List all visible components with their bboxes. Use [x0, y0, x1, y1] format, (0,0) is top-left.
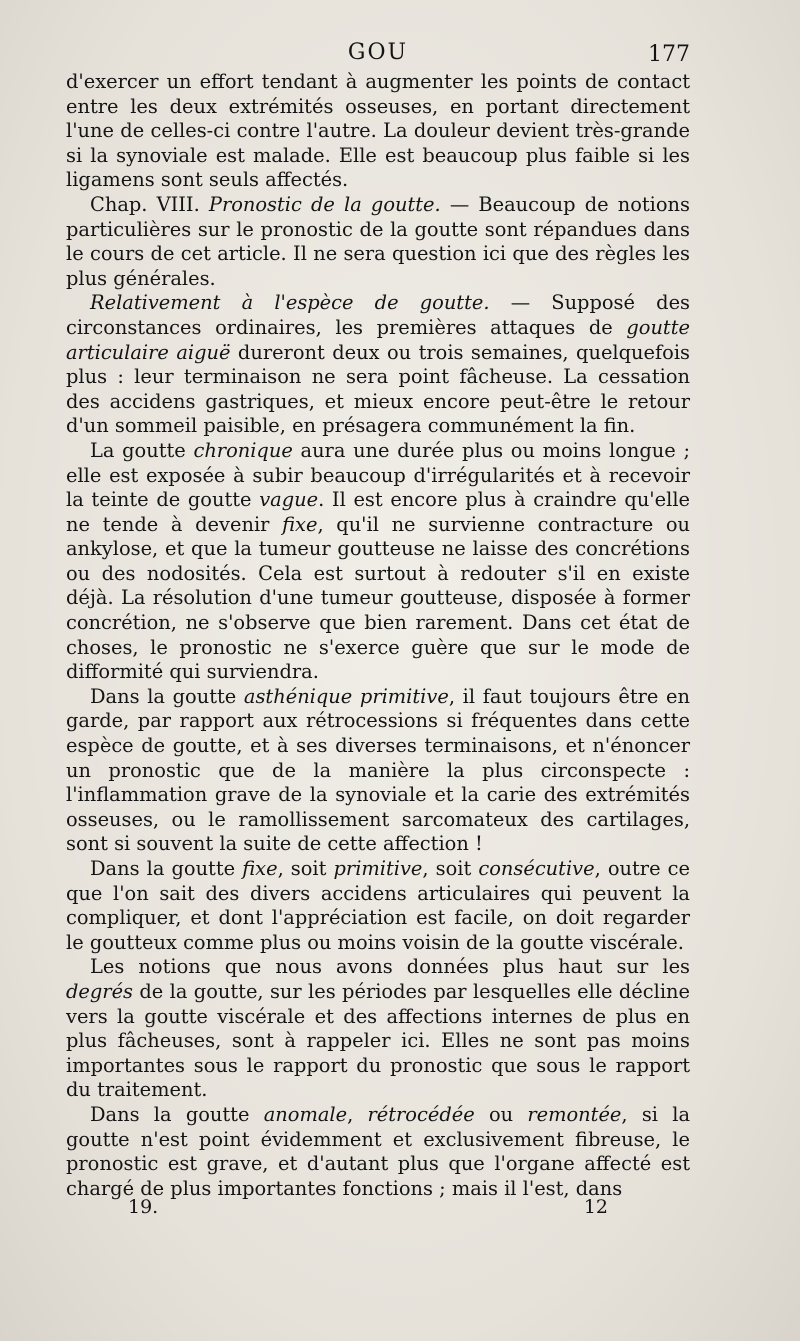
text-run: Dans la goutte: [90, 1102, 264, 1126]
italic-text-run: chronique: [193, 438, 293, 462]
italic-text-run: goutte articulaire aiguë: [66, 315, 690, 364]
text-run: ,: [347, 1102, 368, 1126]
text-run: — Supposé des circonstances ordinaires, les premières attaques de: [66, 291, 690, 339]
italic-text-run: vague: [259, 488, 319, 512]
text-run: Chap. VIII.: [90, 192, 209, 216]
text-run: Dans la goutte: [90, 684, 244, 708]
paragraph: [66, 291, 690, 439]
text-run: , soit: [277, 857, 334, 880]
italic-text-run: consécutive: [478, 857, 595, 880]
running-head: GOU: [347, 40, 409, 65]
text-run: , outre ce que l'on sait des divers accidens articulaires qui peuvent la compliquer, et dont l'appréciation est facile, on doit regarder le goutteux comme plus ou moins voisin de la goutte viscérale.: [66, 857, 690, 954]
text-run: , qu'il ne survienne contracture ou ankylose, et que la tumeur goutteuse ne laisse des concrétions ou des nodosités. Cela est surtout à redouter s'il en existe déjà. La résolution d'une tumeur goutteuse, disposée à former concrétion, ne s'observe que bien rarement. Dans cet état de choses, le pronostic ne s'exerce guère que sur le mode de difformité qui surviendra.: [66, 512, 690, 684]
italic-text-run: primitive: [333, 857, 423, 880]
paragraph: [66, 685, 690, 857]
page-footer: [128, 1196, 608, 1222]
italic-text-run: remontée: [527, 1102, 622, 1126]
text-run: de la goutte, sur les périodes par lesquelles elle décline vers la goutte viscérale et des affections internes de plus en plus fâcheuses, sont à rappeler ici. Elles ne sont pas moins importantes sous le rapport du pronostic que sous le rapport du traitement.: [66, 979, 690, 1102]
paragraph: [66, 70, 690, 193]
text-run: dureront deux ou trois semaines, quelquefois plus : leur terminaison ne sera point fâcheuse. La cessation des accidens gastriques, et mieux encore peut-être le retour d'un sommeil paisible, en présagera communément la fin.: [66, 340, 690, 438]
italic-text-run: degrés: [66, 979, 133, 1003]
text-run: d'exercer un effort tendant à augmenter les points de contact entre les deux extrémités osseuses, en portant directement l'une de celles-ci contre l'autre. La douleur devient très-grande si la synoviale est malade. Elle est beaucoup plus faible si les ligamens sont seuls affectés.: [66, 70, 690, 192]
text-run: — Beaucoup de notions particulières sur le pronostic de la goutte sont répandues dans le cours de cet article. Il ne sera question ici que des règles les plus générales.: [66, 192, 690, 290]
paragraph: [66, 857, 690, 955]
italic-text-run: anomale: [263, 1102, 348, 1126]
text-run: , si la goutte n'est point évidemment et exclusivement fibreuse, le pronostic est grave, et d'autant plus que l'organe affecté est chargé de plus importantes fonctions ; mais il l'est, dans: [66, 1102, 691, 1200]
italic-text-run: Relativement à l'espèce de goutte.: [90, 291, 490, 315]
text-run: Les notions que nous avons données plus haut sur les: [90, 955, 690, 979]
page-header: [66, 40, 690, 74]
text-run: La goutte: [90, 438, 194, 462]
paragraph: [66, 955, 690, 1103]
paragraph: [66, 193, 690, 291]
paragraph: [66, 1103, 690, 1201]
page-number: 177: [648, 42, 690, 67]
signature-mark: 19.: [128, 1196, 159, 1218]
text-run: Dans la goutte: [90, 857, 243, 880]
italic-text-run: asthénique primitive: [243, 684, 449, 708]
paragraph: [66, 439, 690, 685]
text-run: ou: [474, 1102, 528, 1126]
text-run: aura une durée plus ou moins longue ; elle est exposée à subir beaucoup d'irrégularités et à recevoir la teinte de goutte: [66, 438, 690, 512]
italic-text-run: fixe: [282, 512, 318, 536]
text-run: , il faut toujours être en garde, par rapport aux rétrocessions si fréquentes dans cette espèce de goutte, et à ses diverses terminaisons, et n'énoncer un pronostic que de la manière la plus circonspecte : l'inflammation grave de la synoviale et la carie des extrémités osseuses, ou le ramollissement sarcomateux des cartilages, sont si souvent la suite de cette affection !: [66, 684, 690, 856]
italic-text-run: Pronostic de la goutte.: [208, 192, 441, 216]
body-text: [66, 70, 690, 1201]
text-run: . Il est encore plus à craindre qu'elle ne tende à devenir: [66, 488, 690, 536]
italic-text-run: rétrocédée: [367, 1102, 475, 1126]
text-run: , soit: [422, 857, 479, 880]
sheet-number: 12: [583, 1196, 608, 1218]
italic-text-run: fixe: [242, 857, 278, 880]
